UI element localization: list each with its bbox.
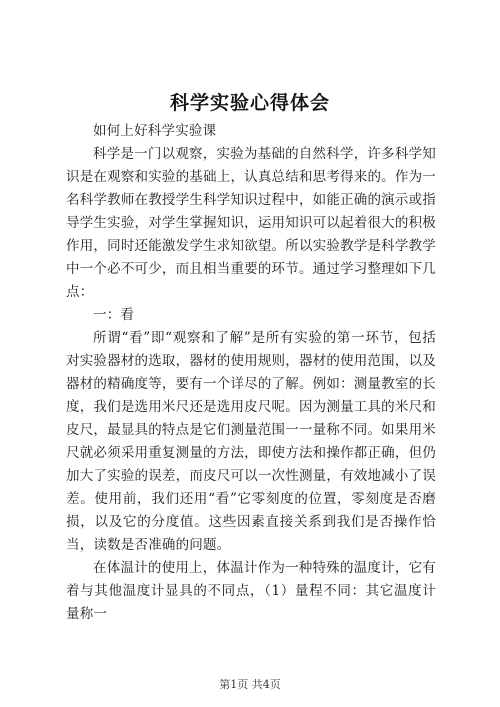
document-body: [66, 120, 436, 626]
paragraph-thermometer: 在体温计的使用上，体温计作为一种特殊的温度计，它有着与其他温度计显具的不同点，（1）量程不同：其它温度计量称一: [66, 560, 436, 622]
paragraph-intro: 科学是一门以观察，实验为基础的自然科学，许多科学知识是在观察和实验的基础上，认真总结和思考得来的。作为一名科学教师在教授学生科学知识过程中，如能正确的演示或指导学生实验，对学生掌握知识，运用知识可以起着很大的积极作用，同时还能激发学生求知欲望。所以实验教学是科学教学中一个必不可少，而且相当重要的环节。通过学习整理如下几点：: [66, 146, 436, 300]
page-number-footer: 第1页 共4页: [219, 678, 281, 691]
paragraph-observation: 所谓“看”即“观察和了解”是所有实验的第一环节，包括对实验器材的选取，器材的使用规则，器材的使用范围，以及器材的精确度等，要有一个详尽的了解。例如：测量教室的长度，我们是选用米尺还是选用皮尺呢。因为测量工具的米尺和皮尺，最显具的特点是它们测量范围一一量称不同。如果用米尺就必须采用重复测量的方法，即使方法和操作都正确，但仍加大了实验的误差，而皮尺可以一次性测量，有效地减小了误差。使用前，我们还用“看”它零刻度的位置，零刻度是否磨损，以及它的分度值。这些因素直接关系到我们是否操作恰当，读数是否准确的问题。: [66, 330, 436, 553]
paragraph-subtitle: 如何上好科学实验课: [93, 123, 217, 139]
paragraph-section-heading: 一：看: [93, 307, 135, 323]
document-title: 科学实验心得体会: [169, 92, 330, 114]
